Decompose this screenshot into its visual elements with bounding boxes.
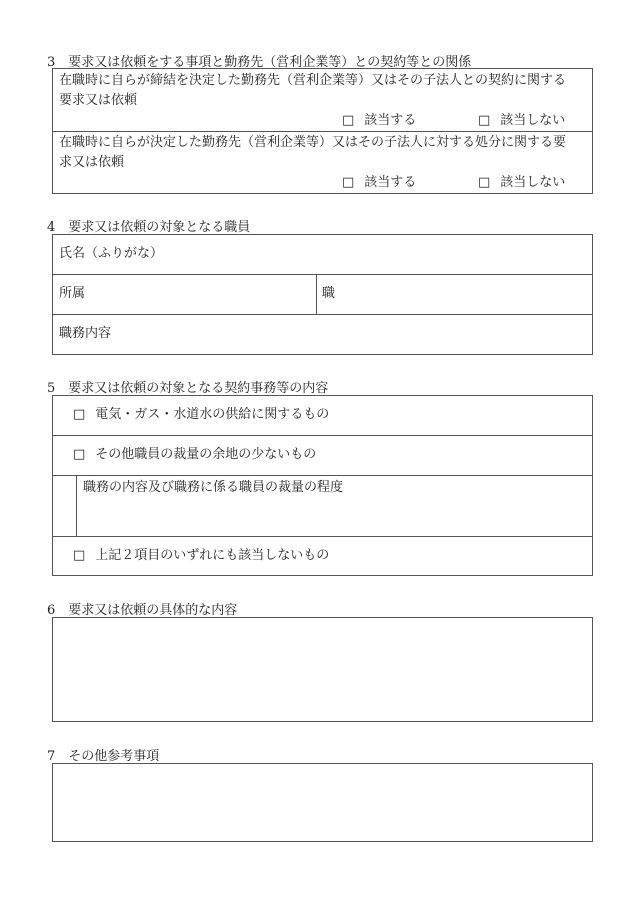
section4-divider-1 [52, 274, 593, 275]
section3-row2-text-line2: 求又は依頼 [59, 155, 125, 170]
contract-option-utilities[interactable] [73, 406, 329, 424]
section3-row1-text-line1: 在職時に自らが締結を決定した勤務先（営利企業等）又はその子法人との契約に関する [59, 73, 567, 88]
applies-label: 該当する [364, 175, 417, 190]
affiliation-field-label: 所属 [59, 286, 86, 301]
section4-heading: 4 要求又は依頼の対象となる職員 [47, 220, 251, 235]
section6-heading: 6 要求又は依頼の具体的な内容 [47, 603, 238, 618]
option-label: 電気・ガス・水道水の供給に関するもの [95, 407, 330, 422]
position-field-label: 職 [322, 286, 336, 301]
section5-divider-1 [52, 435, 593, 436]
not-applies-label: 該当しない [500, 175, 566, 190]
section3-row2-not-applies-option[interactable] [478, 174, 565, 192]
section4-column-divider [316, 274, 317, 314]
checkbox-icon[interactable]: □ [73, 447, 86, 462]
reference-notes-field[interactable] [52, 763, 593, 842]
section3-row1-not-applies-option[interactable] [478, 112, 565, 130]
checkbox-icon[interactable]: □ [478, 175, 491, 190]
section4-divider-2 [52, 314, 593, 315]
duties-field-label: 職務内容 [59, 326, 112, 341]
checkbox-icon[interactable]: □ [73, 548, 86, 563]
name-field-label: 氏名（ふりがな） [59, 246, 164, 261]
section3-divider [52, 131, 593, 132]
section5-divider-3 [52, 536, 593, 537]
option-label: 上記２項目のいずれにも該当しないもの [95, 548, 330, 563]
specific-content-field[interactable] [52, 617, 593, 722]
section3-row1-text-line2: 要求又は依頼 [59, 93, 138, 108]
section5-divider-2 [52, 475, 593, 476]
not-applies-label: 該当しない [500, 113, 566, 128]
section7-heading: 7 その他参考事項 [47, 749, 160, 764]
checkbox-icon[interactable]: □ [73, 407, 86, 422]
discretion-detail-label: 職務の内容及び職務に係る職員の裁量の程度 [83, 480, 344, 495]
section3-row2-applies-option[interactable] [342, 174, 416, 192]
checkbox-icon[interactable]: □ [478, 113, 491, 128]
section5-sub-indent-line [76, 475, 77, 536]
applies-label: 該当する [364, 113, 417, 128]
checkbox-icon[interactable]: □ [342, 175, 355, 190]
section3-row2-text-line1: 在職時に自らが決定した勤務先（営利企業等）又はその子法人に対する処分に関する要 [59, 135, 567, 150]
section5-heading: 5 要求又は依頼の対象となる契約事務等の内容 [47, 381, 329, 396]
contract-option-low-discretion[interactable] [73, 446, 316, 464]
checkbox-icon[interactable]: □ [342, 113, 355, 128]
option-label: その他職員の裁量の余地の少ないもの [95, 447, 317, 462]
section3-heading: 3 要求又は依頼をする事項と勤務先（営利企業等）との契約等との関係 [47, 55, 472, 70]
contract-option-none[interactable] [73, 547, 329, 565]
section3-row1-applies-option[interactable] [342, 112, 416, 130]
